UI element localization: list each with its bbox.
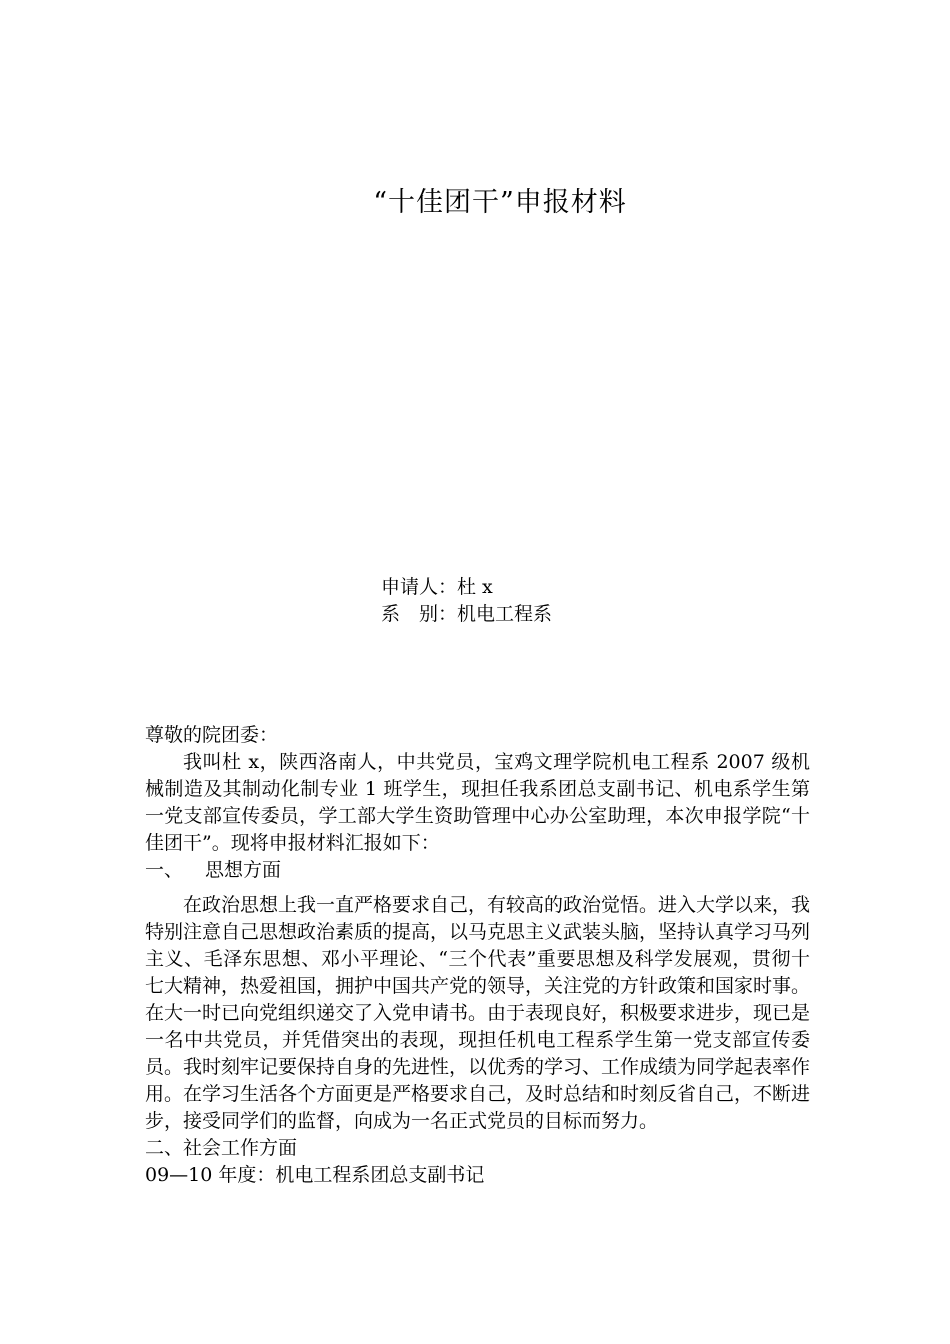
applicant-info [381,574,552,628]
section-heading-2: 二、社会工作方面 [145,1137,298,1159]
document-title: “十佳团干”申报材料 [373,187,627,218]
section-1-paragraph: 在政治思想上我一直严格要求自己，有较高的政治觉悟。进入大学以来，我特别注意自己思想政治素质的提高，以马克思主义武装头脑，坚持认真学习马列主义、毛泽东思想、邓小平理论、“三个代表”重要思想及科学发展观，贯彻十七大精神，热爱祖国，拥护中国共产党的领导，关注党的方针政策和国家时事。在大一时已向党组织递交了入党申请书。由于表现良好，积极要求进步，现已是一名中共党员，并凭借突出的表现，现担任机电工程系学生第一党支部宣传委员。我时刻牢记要保持自身的先进性，以优秀的学习、工作成绩为同学起表率作用。在学习生活各个方面更是严格要求自己，及时总结和时刻反省自己，不断进步，接受同学们的监督，向成为一名正式党员的目标而努力。 [145,894,811,1132]
document-body [145,722,810,1189]
intro-paragraph: 我叫杜 x，陕西洛南人，中共党员，宝鸡文理学院机电工程系 2007 级机械制造及其制动化制专业 1 班学生，现担任我系团总支副书记、机电系学生第一党支部宣传委员，学工部大学生资助管理中心办公室助理，本次申报学院“十佳团干”。现将申报材料汇报如下： [145,751,810,854]
applicant-name: 申请人：杜 x [381,576,493,598]
section-1-title: 思想方面 [205,859,282,881]
section-heading-1 [145,857,810,884]
salutation: 尊敬的院团委： [145,724,279,746]
year-line: 09—10 年度：机电工程系团总支副书记 [145,1164,485,1186]
applicant-department: 系 别：机电工程系 [381,603,553,625]
section-1-number: 一、 [145,859,184,881]
